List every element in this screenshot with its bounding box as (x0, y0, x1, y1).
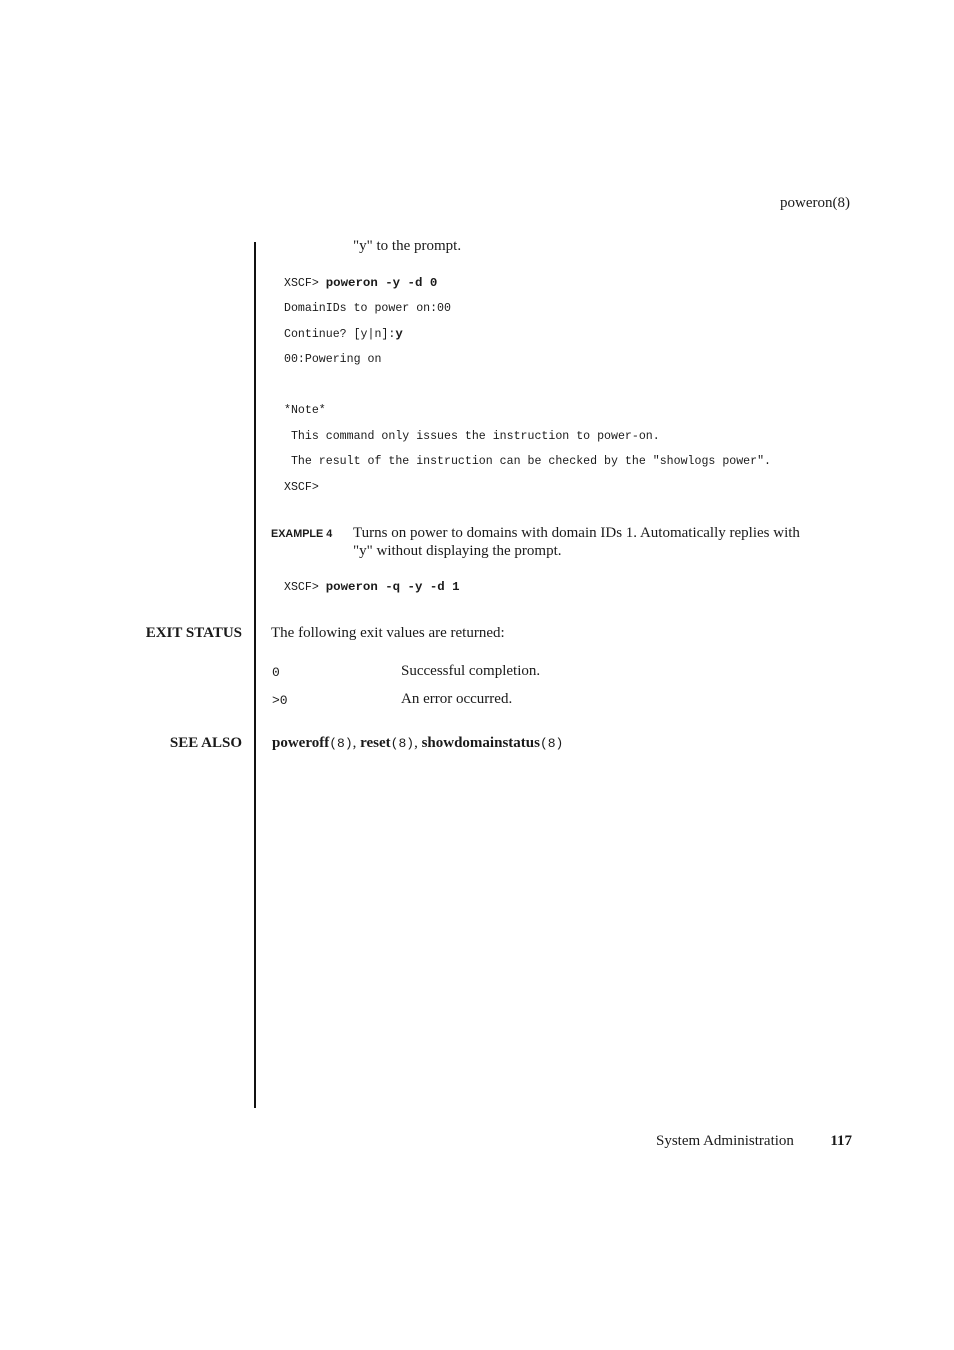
code-prompt: XSCF> (284, 277, 326, 290)
ref-section: (8) (390, 736, 415, 751)
page-header-title: poweron(8) (780, 195, 850, 211)
code-command: poweron -y -d 0 (325, 276, 438, 290)
code-line-note-title: *Note* (284, 404, 326, 417)
code-line-note-2: The result of the instruction can be checked by the "showlogs power". (284, 455, 772, 468)
exit-status-heading: EXIT STATUS (145, 625, 242, 641)
example4-text-line2: "y" without displaying the prompt. (353, 543, 562, 559)
code-line-command (284, 276, 437, 290)
ref-section: (8) (329, 736, 353, 751)
see-also-refs (272, 735, 563, 752)
see-also-link-reset[interactable]: reset (360, 735, 391, 751)
code-command: poweron -q -y -d 1 (325, 580, 460, 594)
code-line-powering: 00:Powering on (284, 353, 382, 366)
code-prompt: XSCF> (284, 581, 326, 594)
code-continue-answer: y (395, 327, 403, 341)
exit-code: 0 (272, 665, 280, 680)
code-continue-prompt: Continue? [y|n]: (284, 328, 396, 341)
code-line-continue (284, 327, 403, 341)
example4-text-line1: Turns on power to domains with domain IDs 1. Automatically replies with (353, 525, 800, 541)
exit-code: >0 (272, 693, 288, 708)
margin-rule (254, 242, 256, 1108)
code-line-example4-command (284, 580, 460, 594)
see-also-heading: SEE ALSO (169, 735, 242, 751)
example4-label: EXAMPLE 4 (271, 528, 333, 540)
ref-section: (8) (539, 736, 564, 751)
ref-separator: , (352, 735, 361, 751)
example3-text-tail: "y" to the prompt. (353, 238, 462, 254)
exit-description: An error occurred. (401, 691, 513, 707)
footer-book-title: System Administration (656, 1133, 794, 1149)
see-also-link-showdomainstatus[interactable]: showdomainstatus (421, 735, 540, 751)
see-also-link-poweroff[interactable]: poweroff (272, 735, 330, 751)
code-line-domainids: DomainIDs to power on:00 (284, 302, 451, 315)
ref-separator: , (414, 735, 422, 751)
code-line-note-1: This command only issues the instruction to power-on. (284, 430, 660, 443)
exit-status-intro: The following exit values are returned: (271, 625, 505, 641)
footer-page-number: 117 (830, 1133, 852, 1149)
exit-description: Successful completion. (401, 663, 541, 679)
code-line-end-prompt: XSCF> (284, 481, 319, 494)
